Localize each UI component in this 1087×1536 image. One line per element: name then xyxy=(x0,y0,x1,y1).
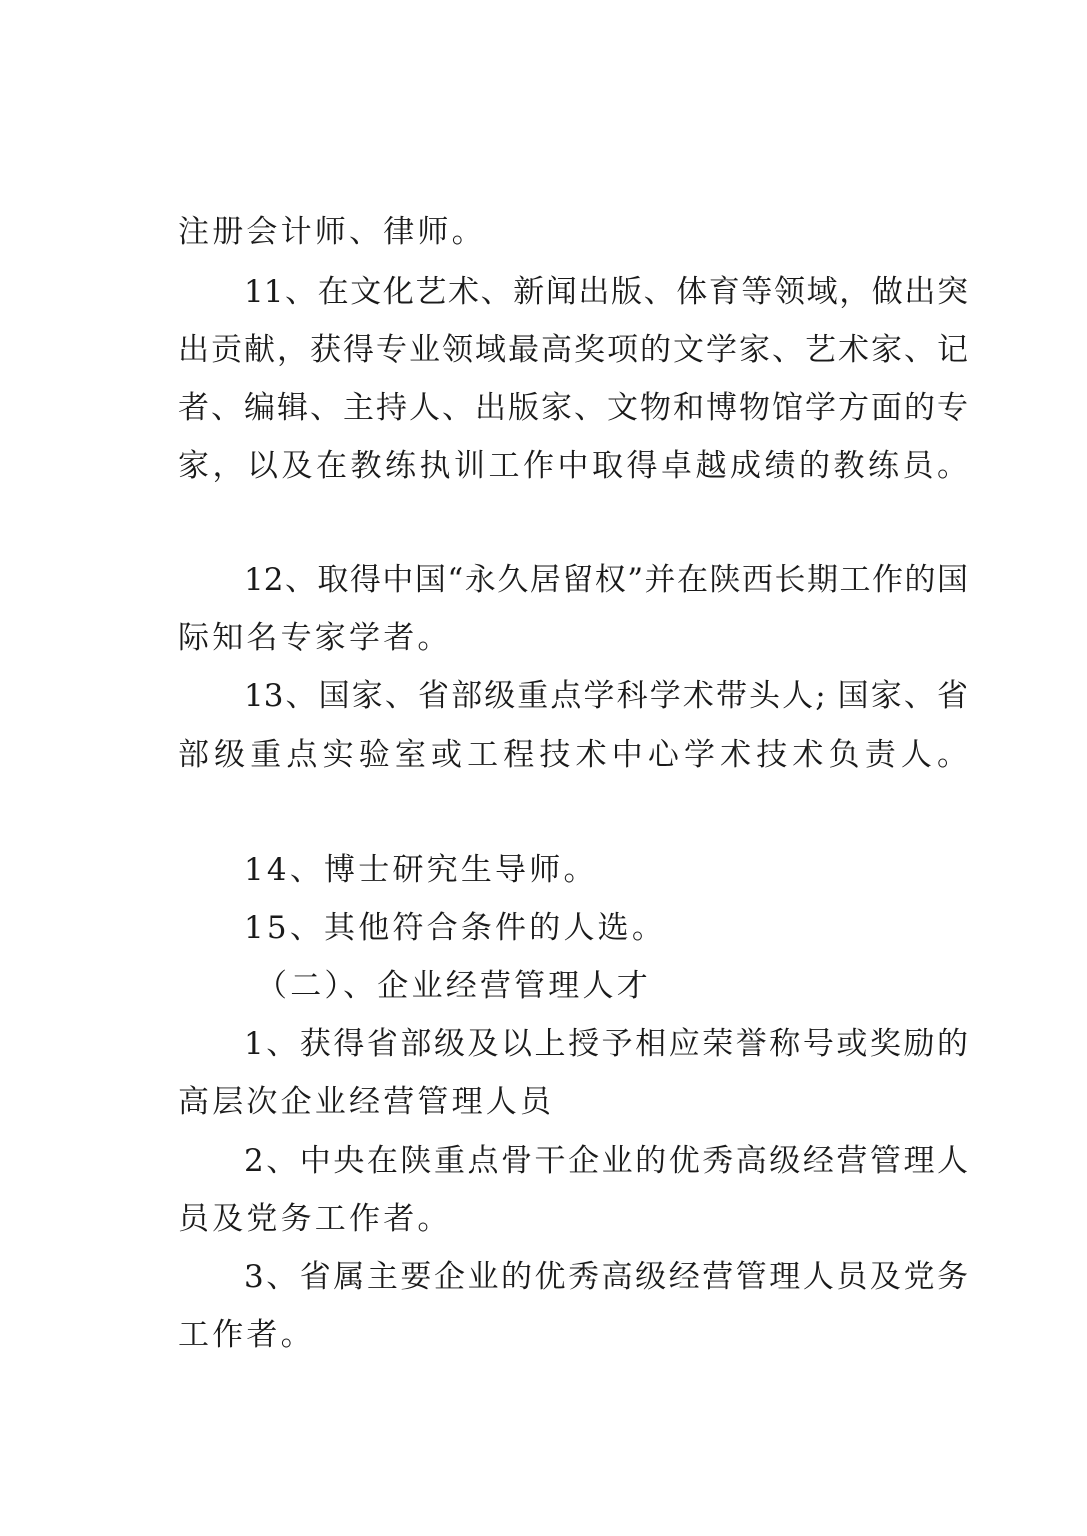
text-line: 11、在文化艺术、新闻出版、体育等领域，做出突 xyxy=(244,274,968,310)
text-line: 13、国家、省部级重点学科学术带头人; 国家、省 xyxy=(244,678,968,714)
text-line: 部级重点实验室或工程技术中心学术技术负责人。 xyxy=(178,737,968,773)
text-line: 注册会计师、律师。 xyxy=(178,214,486,250)
section-heading: （二）、企业经营管理人才 xyxy=(256,968,651,1004)
text-line: 工作者。 xyxy=(178,1317,315,1353)
text-line: 家，以及在教练执训工作中取得卓越成绩的教练员。 xyxy=(178,448,968,484)
text-line: 15、其他符合条件的人选。 xyxy=(244,910,667,946)
text-line: 际知名专家学者。 xyxy=(178,620,452,656)
text-line: 3、省属主要企业的优秀高级经营管理人员及党务 xyxy=(244,1259,968,1295)
text-line: 员及党务工作者。 xyxy=(178,1201,452,1237)
text-line: 高层次企业经营管理人员 xyxy=(178,1084,555,1120)
text-line: 1、获得省部级及以上授予相应荣誉称号或奖励的 xyxy=(244,1026,968,1062)
text-line: 者、编辑、主持人、出版家、文物和博物馆学方面的专 xyxy=(178,390,968,426)
text-line: 14、博士研究生导师。 xyxy=(244,852,598,888)
text-line: 12、取得中国“永久居留权”并在陕西长期工作的国 xyxy=(244,562,968,598)
text-line: 2、中央在陕重点骨干企业的优秀高级经营管理人 xyxy=(244,1143,968,1179)
text-line: 出贡献，获得专业领域最高奖项的文学家、艺术家、记 xyxy=(178,332,968,368)
